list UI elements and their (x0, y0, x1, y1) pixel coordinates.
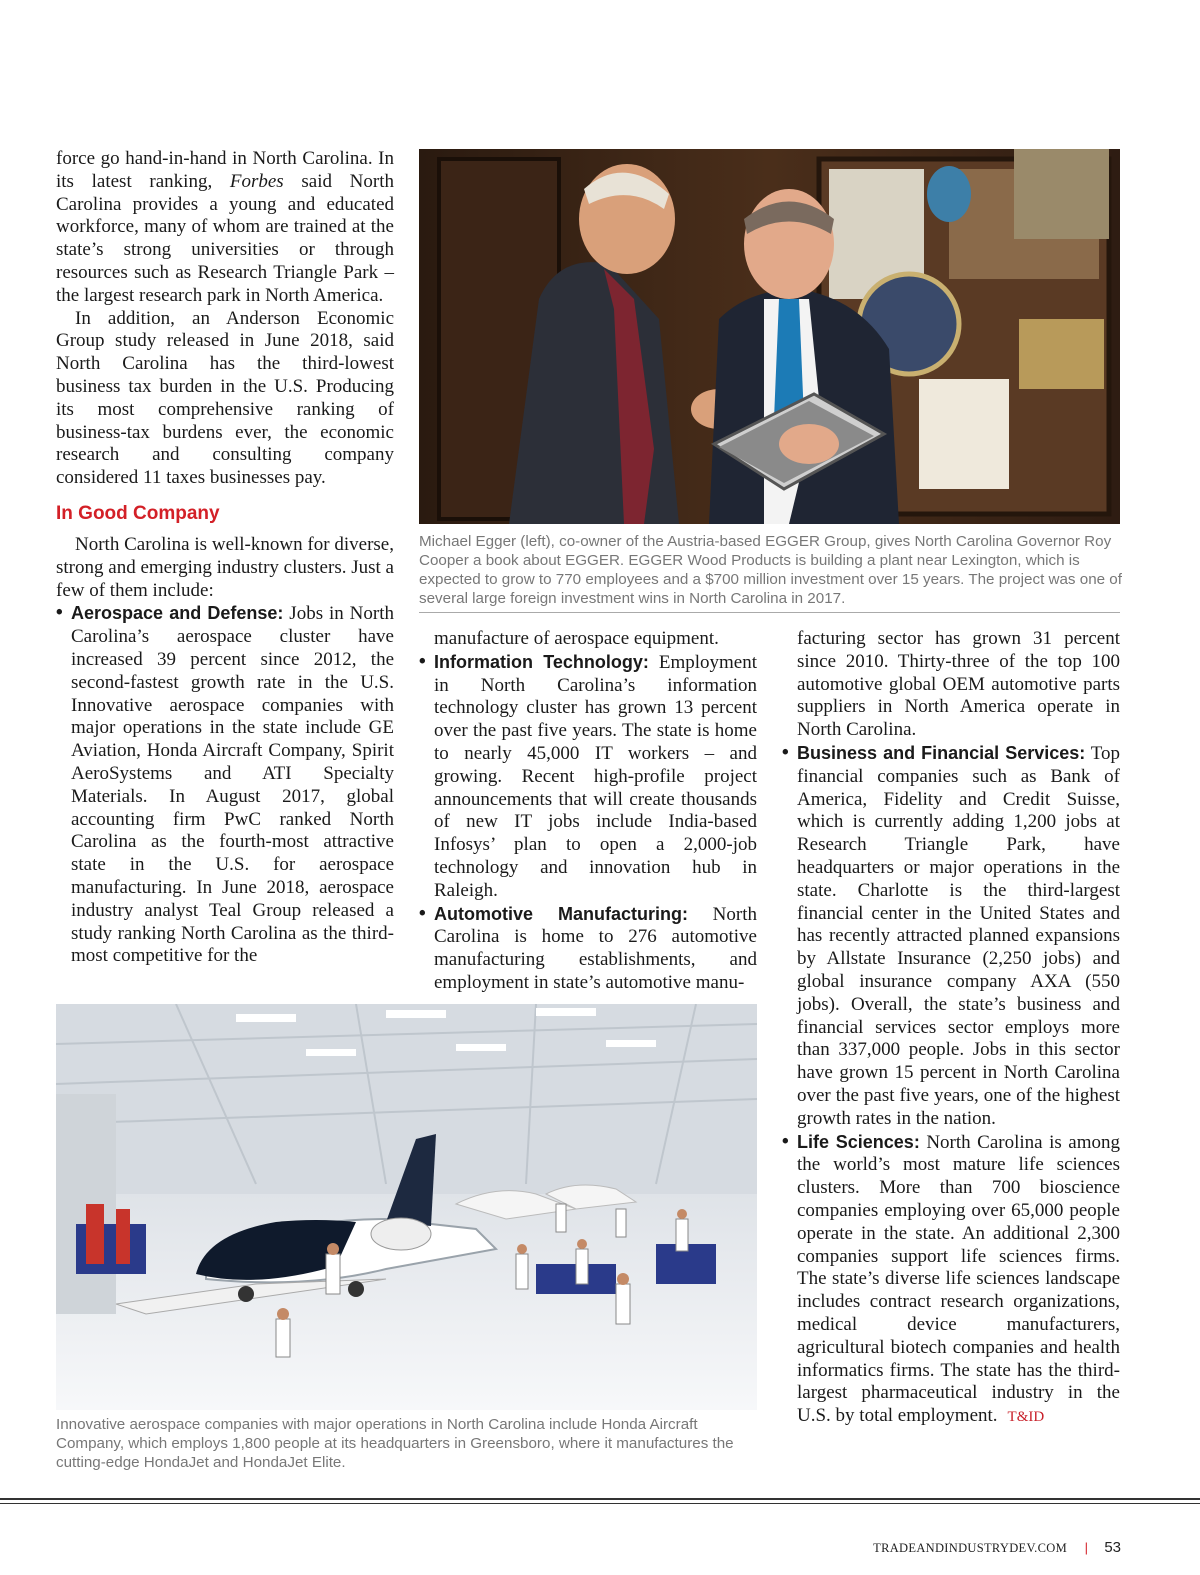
footer-separator: | (1084, 1540, 1088, 1555)
bullet-aerospace: • Aerospace and Defense: Jobs in North Carolina’s aerospace cluster have increased 39 percent since 2012, the second-fastest growth rate in the U.S. Innovative aerospace companies with major operations in the state include GE Aviation, Honda Aircraft Company, Spirit AeroSystems and ATI Specialty Materials. In August 2017, global accounting firm PwC ranked North Carolina as the fourth-most attractive state in the U.S. for aerospace manufacturing. In June 2018, aerospace industry analyst Teal Group released a study ranking North Carolina as the third-most competitive for the (56, 602, 394, 968)
photo-hondajet-illustration (56, 1004, 757, 1410)
bullet-life-sciences: • Life Sciences: North Carolina is among the world’s most mature life sciences clusters. More than 700 bioscience companies employing over 65,000 people operate in the state. An additional 2,300 companies support life sciences firms. The state’s diverse life sciences landscape includes contract research organizations, medical device manufacturers, agricultural biotech companies and health informatics firms. The state has the third-largest pharmaceutical industry in the U.S. by total employment. T&ID (782, 1131, 1120, 1429)
paragraph-anderson: In addition, an Anderson Economic Group study released in June 2018, said North Carolina has the third-lowest business tax burden in the U.S. Producing its most comprehensive ranking of business-tax burdens ever, the economic research and consulting company considered 11 taxes businesses pay. (56, 307, 394, 489)
footer-rule-thin (0, 1503, 1200, 1504)
paragraph-forbes: force go hand-in-hand in North Carolina. In its latest ranking, Forbes said North Carolina provides a young and educated workforce, many of whom are trained at the state’s strong universities or through resources such as Research Triangle Park – the largest research park in North America. (56, 148, 394, 306)
column-2 (419, 628, 757, 995)
bullet-automotive: • Automotive Manufacturing: North Carolina is home to 276 automotive manufacturing establishments, and employment in state’s automotive manu- (419, 903, 757, 995)
caption-divider (419, 612, 1120, 613)
paragraph-clusters-intro: North Carolina is well-known for diverse, strong and emerging industry clusters. Just a few of them include: (56, 533, 394, 601)
caption-hondajet-photo: Innovative aerospace companies with major operations in North Carolina include Honda Aircraft Company, which employs 1,800 people at its headquarters in Greensboro, where it manufactures the cutting-edge HondaJet and HondaJet Elite. (56, 1416, 734, 1471)
photo-egger-cooper (419, 149, 1120, 524)
column-3 (782, 628, 1120, 1429)
bullet-business-financial: • Business and Financial Services: Top financial companies such as Bank of America, Fidelity and Credit Suisse, which is currently adding 1,200 jobs at Research Triangle Park, have headquarters or major operations in the state. Charlotte is the third-largest financial center in the United States and has recently attracted planned expansions by Allstate Insurance (2,250 jobs) and global insurance company AXA (550 jobs). Overall, the state’s business and financial services sector employs more than 337,000 people. Jobs in this sector have grown 15 percent in North Carolina over the past five years, one of the highest growth rates in the nation. (782, 742, 1120, 1131)
page-number: 53 (1104, 1539, 1121, 1556)
photo-hondajet-hangar (56, 1004, 757, 1410)
section-heading: In Good Company (56, 502, 220, 524)
page-footer (0, 1498, 1200, 1558)
photo-egger-cooper-illustration (419, 149, 1120, 524)
caption-egger-photo: Michael Egger (left), co-owner of the Austria-based EGGER Group, gives North Carolina Governor Roy Cooper a book about EGGER. EGGER Wood Products is building a plant near Lexington, which is expected to grow to 770 employees and a $700 million investment over 15 years. The project was one of several large foreign investment wins in North Carolina in 2017. (419, 533, 1122, 607)
footer-rule-thick (0, 1498, 1200, 1500)
bullet-information-technology: • Information Technology: Employment in North Carolina’s information technology cluster has grown 13 percent over the past five years. The state is home to nearly 45,000 IT workers – and growing. Recent high-profile project announcements that will create thousands of new IT jobs include India-based Infosys’ plan to open a 2,000-job technology and innovation hub in Raleigh. (419, 651, 757, 903)
signoff-logo: T&ID (1007, 1409, 1045, 1426)
footer-website: TRADEANDINDUSTRYDEV.COM (873, 1541, 1067, 1555)
bullet-aerospace-continued: manufacture of aerospace equipment. (434, 628, 719, 649)
bullet-automotive-continued: facturing sector has grown 31 percent since 2010. Thirty-three of the top 100 automotive global OEM automotive parts suppliers in North America operate in North Carolina. (797, 628, 1120, 741)
column-1 (56, 148, 394, 968)
